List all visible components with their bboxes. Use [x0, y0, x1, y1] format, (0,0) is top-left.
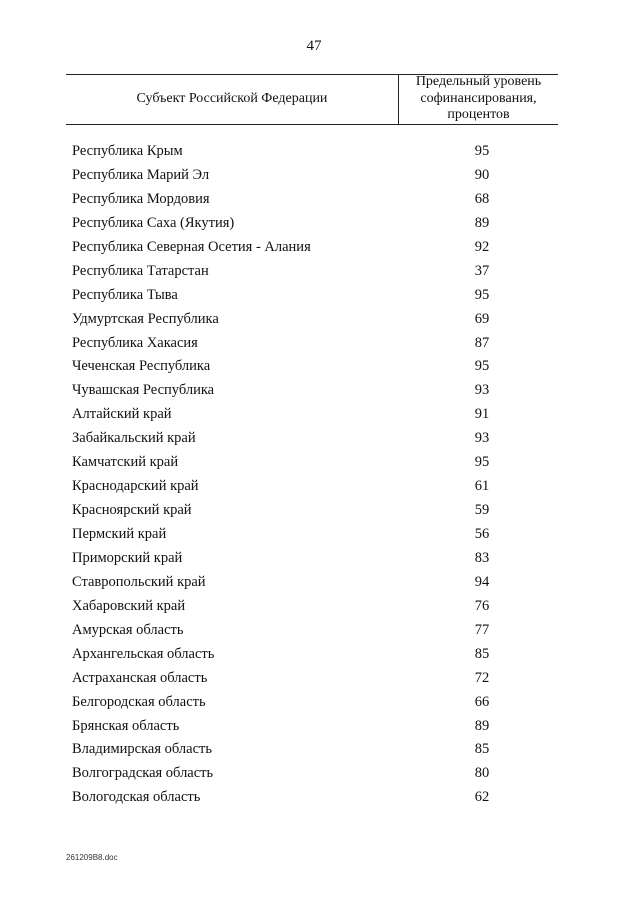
- cofinancing-level-value: 85: [474, 645, 490, 662]
- column-header-line: софинансирования,: [420, 90, 537, 106]
- cofinancing-level-value: 95: [474, 286, 490, 303]
- region-name: Удмуртская Республика: [72, 310, 219, 327]
- region-name: Республика Марий Эл: [72, 166, 210, 183]
- region-name: Чувашская Республика: [72, 382, 215, 399]
- table-row: [0, 212, 640, 236]
- column-header-subject: Субъект Российской Федерации: [136, 91, 328, 106]
- cofinancing-level-value: 95: [474, 358, 490, 375]
- column-header-cofinancing-level: [399, 74, 558, 124]
- cofinancing-level-value: 80: [474, 765, 490, 782]
- table-row: [0, 284, 640, 308]
- table-row: [0, 451, 640, 475]
- region-name: Республика Хакасия: [72, 334, 198, 351]
- cofinancing-level-value: 62: [474, 789, 490, 806]
- region-name: Республика Мордовия: [72, 190, 210, 207]
- table-row: [0, 762, 640, 786]
- column-header-line: процентов: [447, 107, 510, 122]
- region-name: Астраханская область: [72, 669, 208, 686]
- region-name: Архангельская область: [72, 645, 215, 662]
- document-reference: 261209В8.doc: [66, 853, 118, 862]
- cofinancing-level-value: 66: [474, 693, 490, 710]
- table-row: [0, 236, 640, 260]
- table-row: [0, 355, 640, 379]
- region-name: Волгоградская область: [72, 765, 214, 782]
- cofinancing-level-value: 69: [474, 310, 490, 327]
- cofinancing-level-value: 93: [474, 430, 490, 447]
- table-row: [0, 140, 640, 164]
- cofinancing-level-value: 59: [474, 502, 490, 519]
- region-name: Краснодарский край: [72, 478, 199, 495]
- region-name: Белгородская область: [72, 693, 206, 710]
- table-row: [0, 786, 640, 810]
- region-name: Брянская область: [72, 717, 180, 734]
- region-name: Красноярский край: [72, 502, 192, 519]
- region-name: Хабаровский край: [72, 597, 186, 614]
- table-body: [0, 140, 640, 810]
- cofinancing-level-value: 68: [474, 190, 490, 207]
- region-name: Ставропольский край: [72, 573, 206, 590]
- table-row: [0, 403, 640, 427]
- cofinancing-level-value: 72: [474, 669, 490, 686]
- table-row: [0, 595, 640, 619]
- cofinancing-level-value: 77: [474, 621, 490, 638]
- region-name: Республика Тыва: [72, 286, 178, 303]
- table-row: [0, 547, 640, 571]
- region-name: Республика Крым: [72, 143, 183, 159]
- region-name: Забайкальский край: [72, 430, 196, 447]
- cofinancing-level-value: 87: [474, 334, 490, 351]
- table-row: [0, 571, 640, 595]
- region-name: Пермский край: [72, 526, 167, 542]
- table-row: [0, 164, 640, 188]
- table-row: [0, 427, 640, 451]
- table-row: [0, 499, 640, 523]
- region-name: Республика Татарстан: [72, 262, 209, 279]
- cofinancing-level-value: 92: [474, 238, 490, 255]
- table-row: [0, 523, 640, 547]
- table-header-bottom-rule: [66, 124, 558, 125]
- page-number: 47: [306, 38, 322, 54]
- cofinancing-level-value: 76: [474, 597, 490, 614]
- table-row: [0, 308, 640, 332]
- region-name: Камчатский край: [72, 454, 179, 471]
- cofinancing-level-value: 91: [474, 406, 490, 423]
- table-row: [0, 379, 640, 403]
- region-name: Амурская область: [72, 621, 184, 638]
- cofinancing-level-value: 61: [474, 478, 490, 495]
- table-row: [0, 619, 640, 643]
- region-name: Владимирская область: [72, 741, 212, 758]
- region-name: Чеченская Республика: [72, 358, 211, 375]
- table-row: [0, 475, 640, 499]
- cofinancing-level-value: 85: [474, 741, 490, 758]
- cofinancing-level-value: 95: [474, 143, 490, 159]
- region-name: Приморский край: [72, 549, 183, 566]
- table-row: [0, 691, 640, 715]
- table-row: [0, 643, 640, 667]
- region-name: Вологодская область: [72, 789, 201, 806]
- cofinancing-level-value: 93: [474, 382, 490, 399]
- table-row: [0, 738, 640, 762]
- table-row: [0, 667, 640, 691]
- region-name: Алтайский край: [72, 406, 172, 423]
- cofinancing-level-value: 90: [474, 166, 490, 183]
- region-name: Республика Северная Осетия - Алания: [72, 238, 311, 255]
- table-row: [0, 260, 640, 284]
- cofinancing-level-value: 94: [474, 573, 490, 590]
- cofinancing-level-value: 56: [474, 526, 490, 542]
- table-row: [0, 715, 640, 739]
- table-row: [0, 332, 640, 356]
- cofinancing-level-value: 89: [474, 717, 490, 734]
- cofinancing-level-value: 83: [474, 549, 490, 566]
- cofinancing-level-value: 89: [474, 214, 490, 231]
- cofinancing-level-value: 95: [474, 454, 490, 471]
- region-name: Республика Саха (Якутия): [72, 214, 235, 231]
- table-row: [0, 188, 640, 212]
- column-header-line: Предельный уровень: [415, 74, 542, 89]
- cofinancing-level-value: 37: [474, 262, 490, 279]
